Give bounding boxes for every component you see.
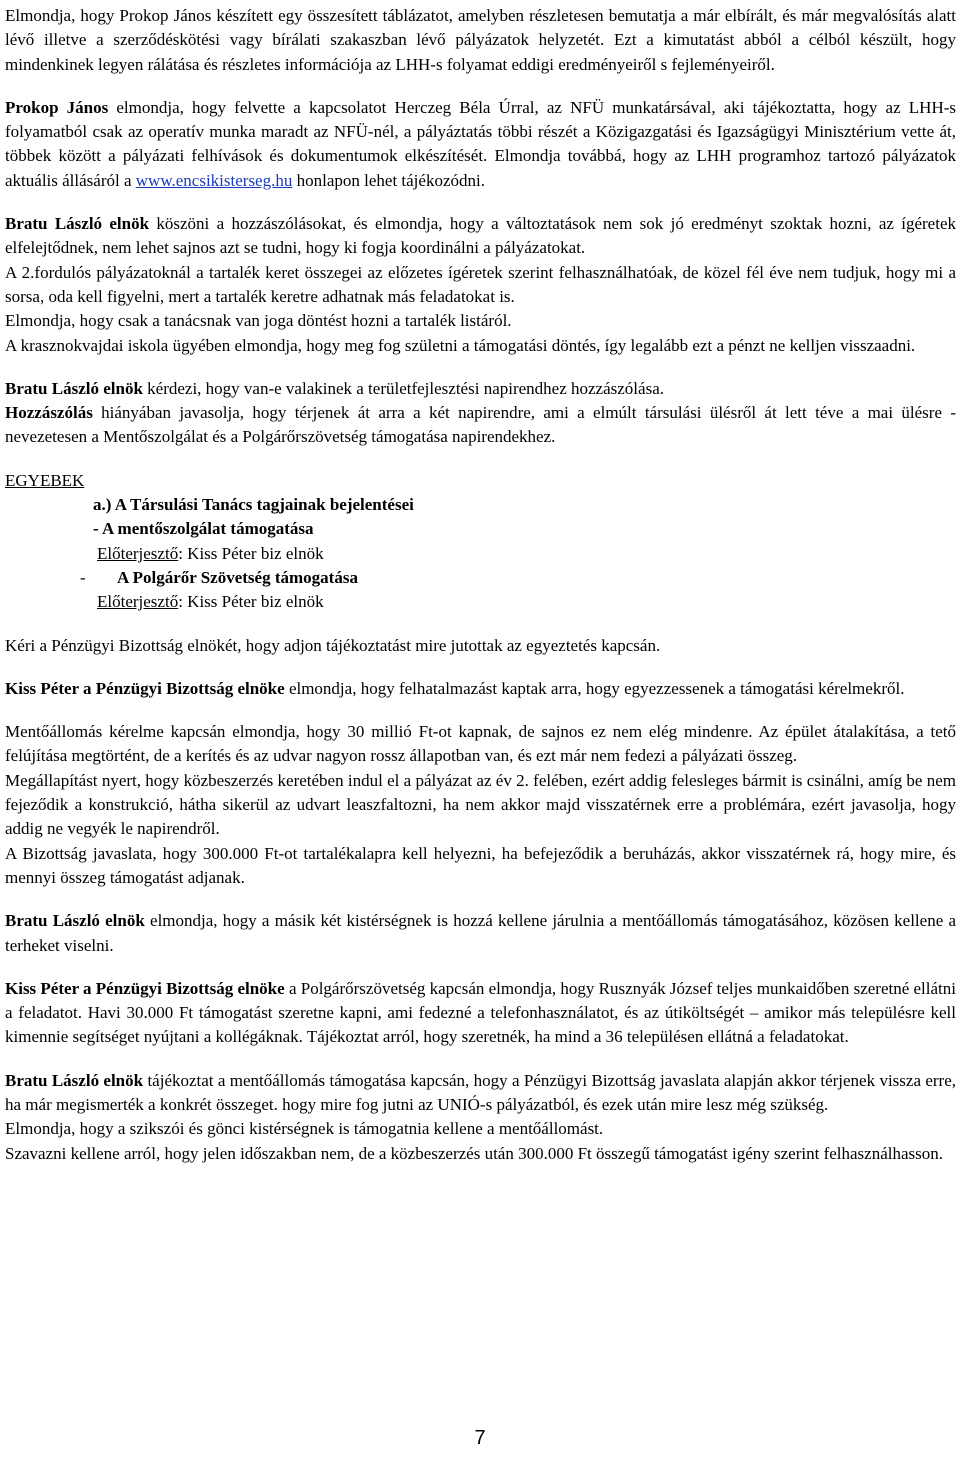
website-link[interactable]: www.encsikisterseg.hu — [135, 170, 293, 190]
paragraph-krasznokvajda: A krasznokvajdai iskola ügyében elmondja, hogy meg fog születni a támogatási döntés, így legalább ezt a pénzt ne kelljen visszaadni. — [5, 335, 916, 355]
paragraph-committee-proposal: A Bizottság javaslata, hogy 300.000 Ft-ot tartalékalapra kell helyezni, ha befejeződik a beruházás, akkor visszatérnek rá, hogy mire, és mennyi összeg támogatást adjanak. — [5, 843, 956, 887]
paragraph-text: hiányában javasolja, hogy térjenek át arra a két napirendre, ami a elmúlt társulási ülésről át lett téve a mai ülésre - nevezetesen a Mentőszolgálat és a Polgárőrszövetség támogatása napirendekhez. — [5, 403, 956, 447]
paragraph-bratu-3 — [5, 909, 956, 958]
page-number: 7 — [474, 1427, 486, 1449]
paragraph-kiss-2 — [5, 977, 956, 1050]
agenda-item-ambulance: - A mentőszolgálat támogatása — [93, 519, 314, 539]
agenda-item-a: a.) A Társulási Tanács tagjainak bejelentései — [93, 495, 414, 515]
speaker-name: Bratu László elnök — [5, 1070, 144, 1090]
paragraph-text: tájékoztat a mentőállomás támogatása kapcsán, hogy a Pénzügyi Bizottság javaslata alapján akkor térjenek vissza erre, ha már megismerték a konkrét összeget. hogy mire fog jutni az UNIÓ-s pályázatból, és ezek után mire lesz még szükség. — [5, 1070, 956, 1114]
paragraph-vote: Szavazni kellene arról, hogy jelen időszakban nem, de a közbeszerzés után 300.000 Ft összegű támogatást igény szerint felhasználhasson. — [5, 1143, 943, 1163]
speaker-name: Prokop János — [5, 97, 109, 117]
paragraph-bratu-4 — [5, 1069, 956, 1118]
paragraph-text: kérdezi, hogy van-e valakinek a területfejlesztési napirendhez hozzászólása. — [142, 378, 664, 398]
speaker-name: Bratu László elnök — [5, 214, 150, 234]
speaker-name: Kiss Péter a Pénzügyi Bizottság elnöke — [5, 678, 285, 698]
agenda-heading: EGYEBEK — [5, 470, 85, 490]
paragraph-summary-table: Elmondja, hogy Prokop János készített egy összesített táblázatot, amelyben részletesen bemutatja a már elbírált, és már megvalósítás alatt lévő illetve a szerződéskötési vagy bírálati szakaszban lévő pályázatok helyzetét. Ezt a kimutatást abból a célból készült, hogy mindenkinek legyen rálátása és részletes információja az LHH-s folyamat eddigi eredményeiről s fejleményeiről. — [5, 6, 956, 74]
speaker-name: Bratu László elnök — [5, 911, 145, 931]
paragraph-no-comment — [5, 401, 956, 450]
paragraph-text: honlapon lehet tájékozódni. — [292, 170, 485, 190]
speaker-name: Bratu László elnök — [5, 378, 143, 398]
agenda-item-civil-guard: - A Polgárőr Szövetség támogatása — [80, 567, 358, 587]
agenda-presenter-1: Előterjesztő: Kiss Péter biz elnök — [97, 543, 324, 563]
speaker-name: Kiss Péter a Pénzügyi Bizottság elnöke — [5, 978, 285, 998]
paragraph-prokop — [5, 96, 956, 193]
paragraph-request: Kéri a Pénzügyi Bizottság elnökét, hogy adjon tájékoztatást mire jutottak az egyeztetés kapcsán. — [5, 635, 661, 655]
bold-term: Hozzászólás — [5, 403, 93, 423]
paragraph-reserve-fund: A 2.fordulós pályázatoknál a tartalék keret összegei az előzetes ígéretek szerint felhasználhatóak, de közel fél éve nem tudjuk, hogy mi a sorsa, oda kell figyelni, mert a tartalék keretre adhatnak más feladatokat is. — [5, 262, 956, 306]
paragraph-text: elmondja, hogy felhatalmazást kaptak arra, hogy egyezzessenek a támogatási kérelmekről. — [284, 678, 905, 698]
agenda-presenter-2: Előterjesztő: Kiss Péter biz elnök — [97, 592, 324, 612]
paragraph-other-regions: Elmondja, hogy a szikszói és gönci kistérségnek is támogatnia kellene a mentőállomást. — [5, 1119, 604, 1139]
paragraph-kiss-1 — [5, 677, 956, 701]
paragraph-text: elmondja, hogy felvette a kapcsolatot Herczeg Béla Úrral, az NFÜ munkatársával, aki tájékoztatta, hogy az LHH-s folyamatból csak az operatív munka maradt az NFÜ-nél, a pályáztatás többi részét a Közigazgatási és Igazságügyi Minisztérium vette át, többek között a pályázati felhívások és dokumentumok elkészítését. Elmondja továbbá, hogy az LHH programhoz tartozó pályázatok aktuális állásáról a — [5, 97, 956, 190]
paragraph-bratu-1 — [5, 212, 956, 261]
paragraph-text: elmondja, hogy a másik két kistérségnek is hozzá kellene járulnia a mentőállomás támogatásához, közösen kellene a terheket viselni. — [5, 911, 956, 955]
paragraph-ambulance-station: Mentőállomás kérelme kapcsán elmondja, hogy 30 millió Ft-ot kapnak, de sajnos ez nem elég mindenre. Az épület átalakítása, a tető felújítása megtörtént, de a kerítés és az udvar nagyon rossz állapotban van, és ezt már nem fedezi a pályázati összeg. — [5, 722, 956, 766]
paragraph-text: köszöni a hozzászólásokat, és elmondja, hogy a változtatások nem sok jó eredményt szoktak hozni, az ígéretek elfelejtődnek, nem lehet sajnos azt se tudni, hogy ki fogja koordinálni a pályázatokat. — [5, 214, 956, 258]
paragraph-bratu-2 — [5, 377, 956, 401]
agenda-block — [5, 469, 956, 615]
document-page — [5, 4, 956, 1166]
paragraph-procurement: Megállapítást nyert, hogy közbeszerzés keretében indul el a pályázat az év 2. felében, ezért addig felesleges bármit is csinálni, amíg be nem fejeződik a konstrukció, hátha sikerül az udvart leaszfaltozni, ha nem akkor majd visszatérnek erre a problémára, ezért javasolja, hogy addig ne vegyék le napirendről. — [5, 770, 956, 839]
paragraph-text: a Polgárőrszövetség kapcsán elmondja, hogy Rusznyák József teljes munkaidőben szeretné ellátni a feladatot. Havi 30.000 Ft támogatást szeretne kapni, ami fedezné a telefonhasználatot, és az útiköltségét – amikor más településre kell kimennie segítséget nyújtani a kollégáknak. Tájékoztat arról, hogy szeretnék, ha mind a 36 településen ellátná a feladatokat. — [5, 978, 956, 1047]
paragraph-council-right: Elmondja, hogy csak a tanácsnak van joga döntést hozni a tartalék listáról. — [5, 311, 512, 331]
